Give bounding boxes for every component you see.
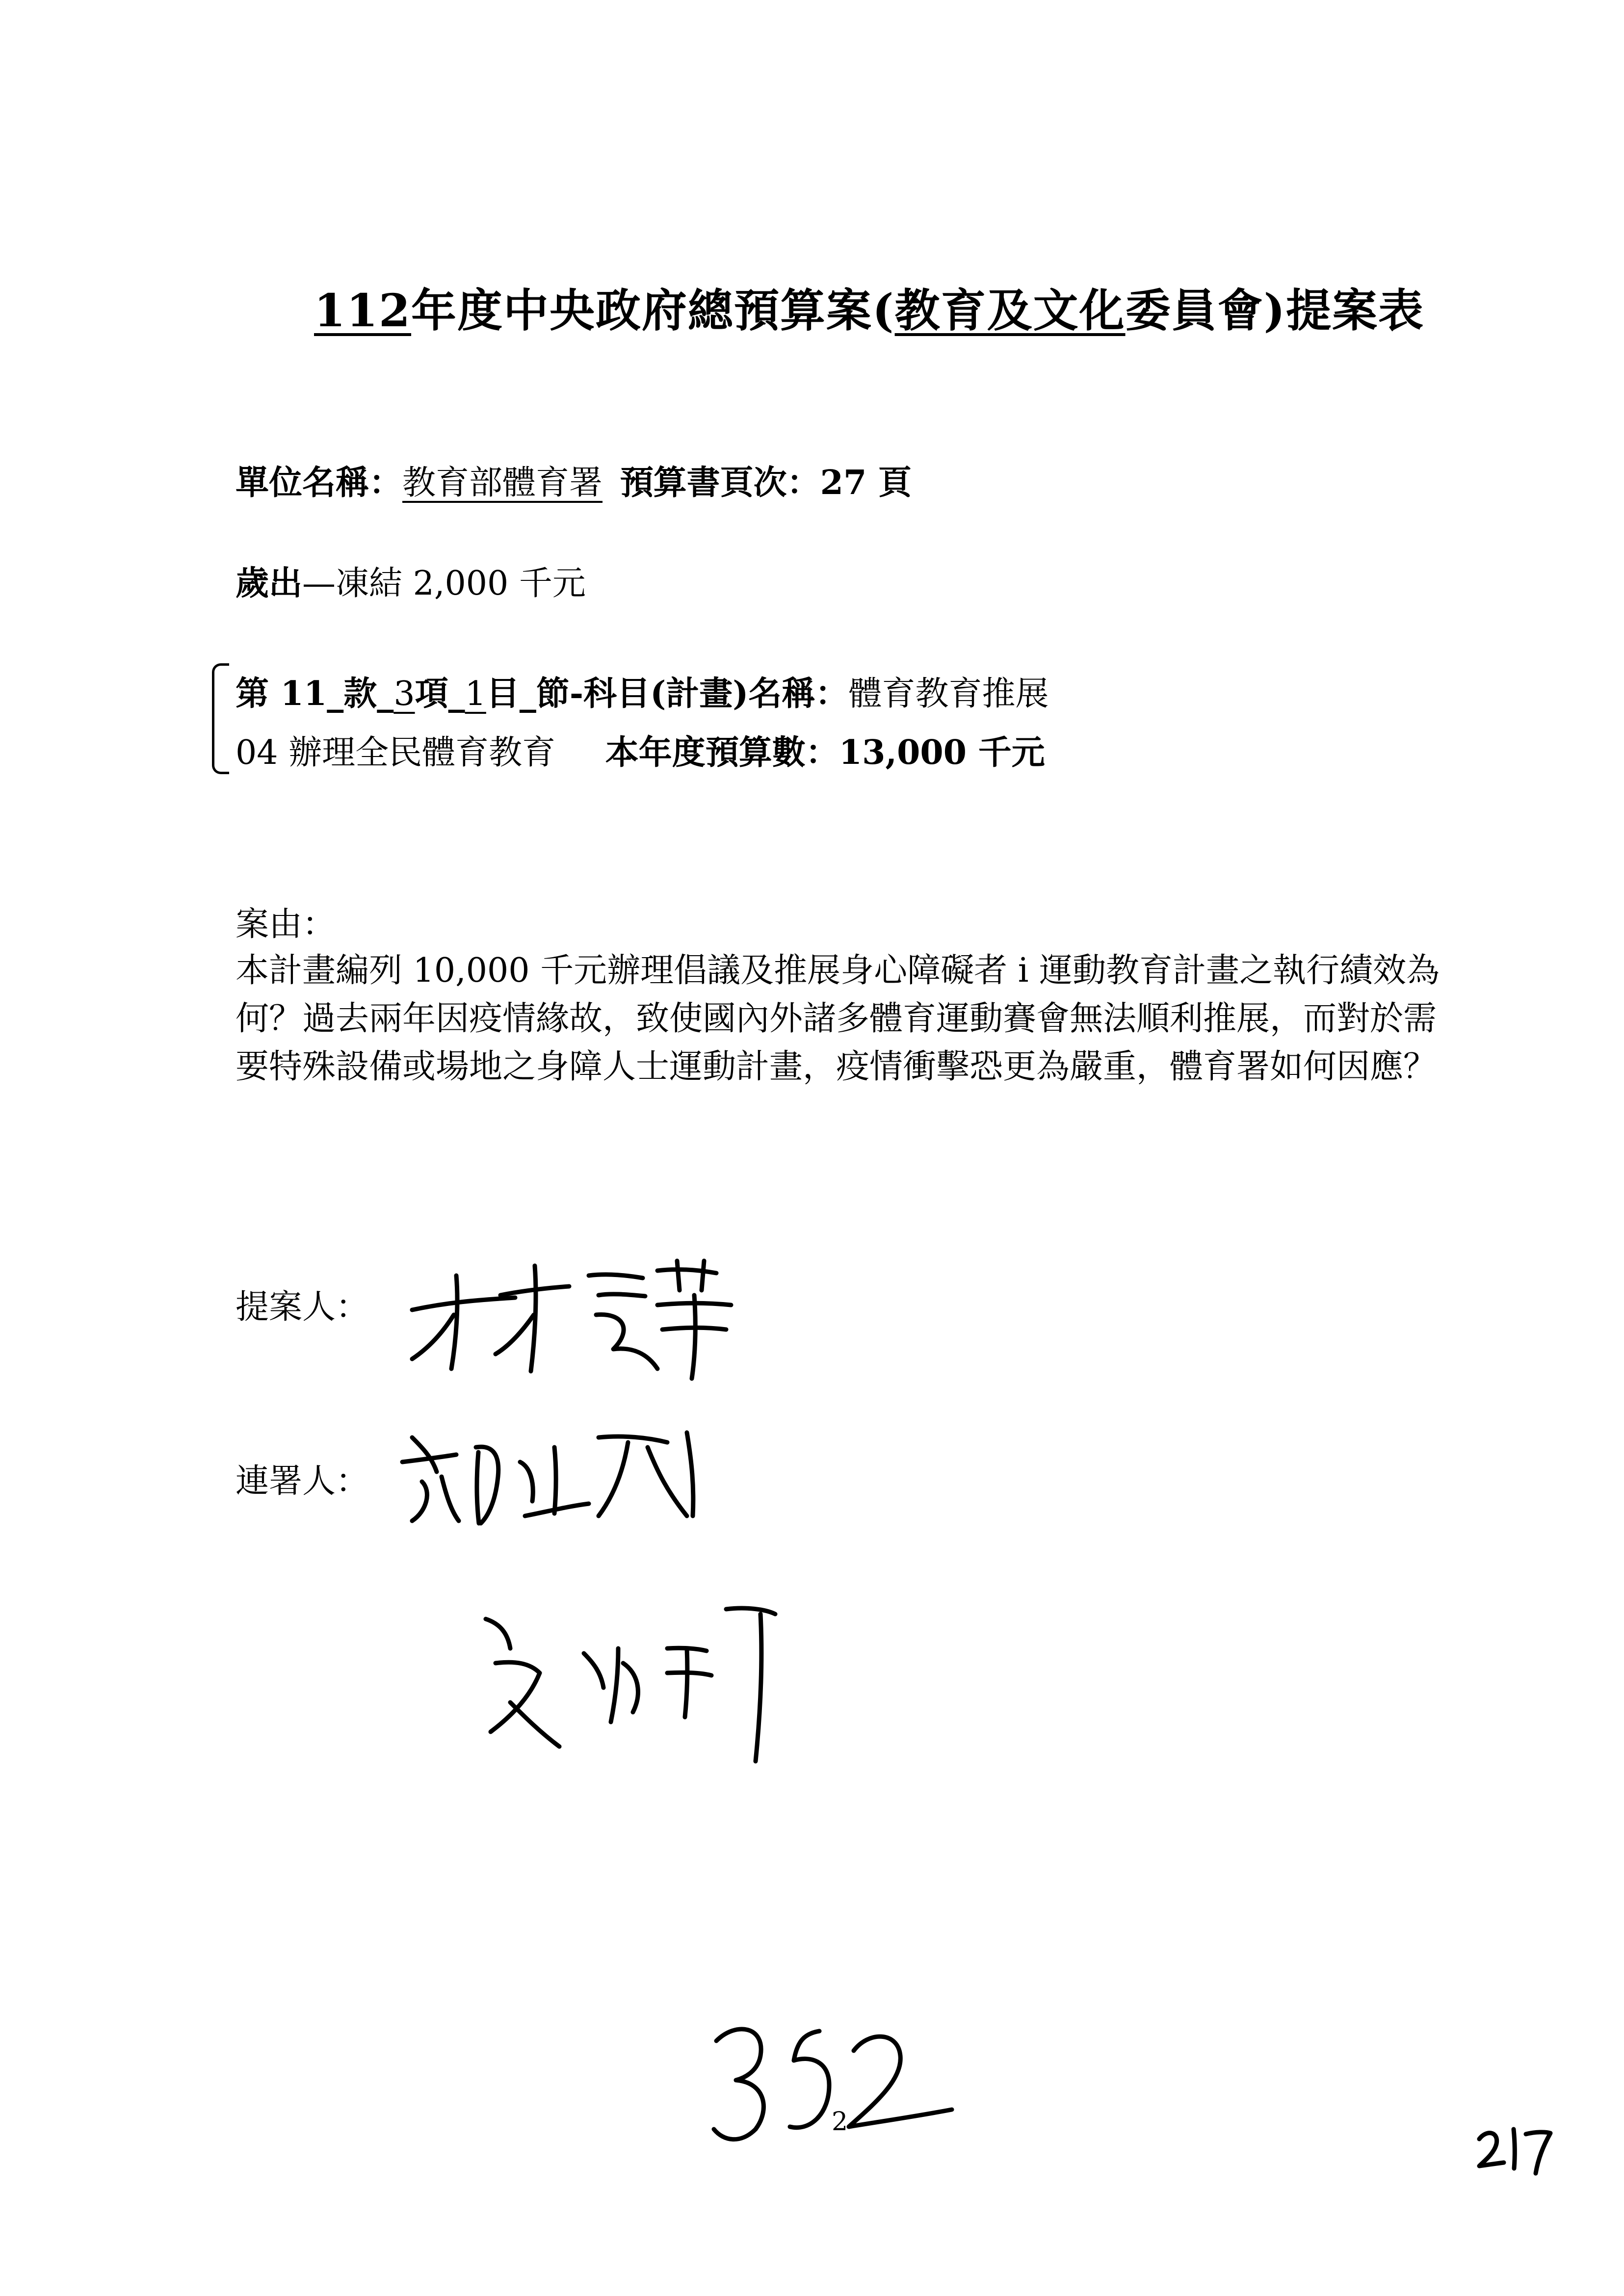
unit-label: 單位名稱： (236, 463, 403, 502)
title-part2: 委員會)提案表 (1125, 284, 1425, 337)
cosigner-label: 連署人： (236, 1462, 369, 1501)
expense-line (236, 557, 586, 604)
xiang-num: 3 (393, 675, 415, 713)
cosigner-signature-1 (393, 1418, 707, 1536)
budget-amount: 本年度預算數：13,000 千元 (605, 733, 1045, 772)
item-line-2 (236, 726, 1045, 774)
corner-number-217 (1477, 2119, 1555, 2178)
reason-text: 本計畫編列 10,000 千元辦理倡議及推展身心障礙者 i 運動教育計畫之執行績效為何？過去兩年因疫情緣故，致使國內外諸多體育運動賽會無法順利推展，而對於需要特殊設備或場地之身障人士運動計畫，疫情衝擊恐更為嚴重，體育署如何因應？ (236, 951, 1440, 1086)
unit-line (236, 456, 912, 504)
expense-text: —凍結 2,000 千元 (302, 564, 586, 603)
page-value: 27 頁 (820, 463, 912, 502)
unit-value: 教育部體育署 (402, 464, 603, 502)
expense-label: 歲出 (236, 564, 303, 603)
xiang-label: 項_ (415, 674, 465, 713)
page-label: 預算書頁次： (620, 463, 820, 502)
title-committee: 教育及文化 (894, 284, 1126, 337)
proposer-signature (402, 1256, 746, 1383)
item-name: 體育教育推展 (848, 675, 1049, 713)
proposer-label: 提案人： (236, 1288, 369, 1327)
cosigner-signature-2 (471, 1590, 785, 1776)
title-part1: 年度中央政府總預算案( (411, 284, 895, 337)
kuan-prefix: 第 11_款_ (236, 674, 394, 713)
form-title (314, 275, 1424, 339)
item-line-1 (236, 667, 1048, 715)
title-year: 112 (314, 284, 412, 337)
handwritten-352 (707, 2011, 962, 2159)
page-number: 2 (832, 2107, 848, 2137)
mu-num: 1 (465, 675, 486, 713)
item-code-line: 04 辦理全民體育教育 (236, 733, 556, 772)
mu-label: 目_節-科目(計畫)名稱： (486, 674, 849, 713)
reason-label: 案由： (236, 905, 336, 944)
item-bracket (212, 663, 229, 774)
